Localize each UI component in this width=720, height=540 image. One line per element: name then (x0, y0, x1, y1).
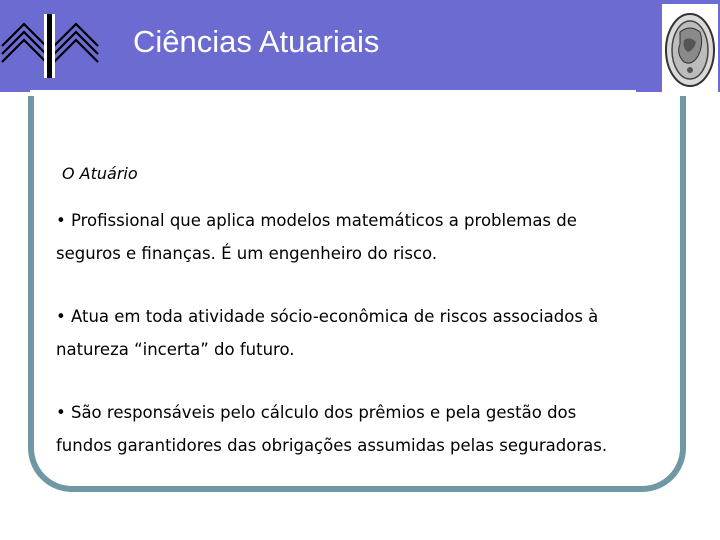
bullet-item (56, 396, 678, 462)
page-title: Ciências Atuariais (133, 24, 380, 59)
bullet-line: • São responsáveis pelo cálculo dos prêmios e pela gestão dos (56, 403, 577, 422)
bullet-item (56, 300, 678, 366)
bullet-line: seguros e finanças. É um engenheiro do risco. (56, 244, 438, 263)
bullet-line: natureza “incerta” do futuro. (56, 340, 295, 359)
university-seal-icon (662, 4, 718, 102)
section-heading: O Atuário (62, 164, 138, 183)
bullet-line: • Profissional que aplica modelos matemáticos a problemas de (56, 211, 577, 230)
bullet-line: fundos garantidores das obrigações assumidas pelas seguradoras. (56, 436, 608, 455)
bullet-line: • Atua em toda atividade sócio-econômica de riscos associados à (56, 307, 599, 326)
bullet-item (56, 204, 678, 270)
chevron-logo-icon (0, 14, 100, 78)
